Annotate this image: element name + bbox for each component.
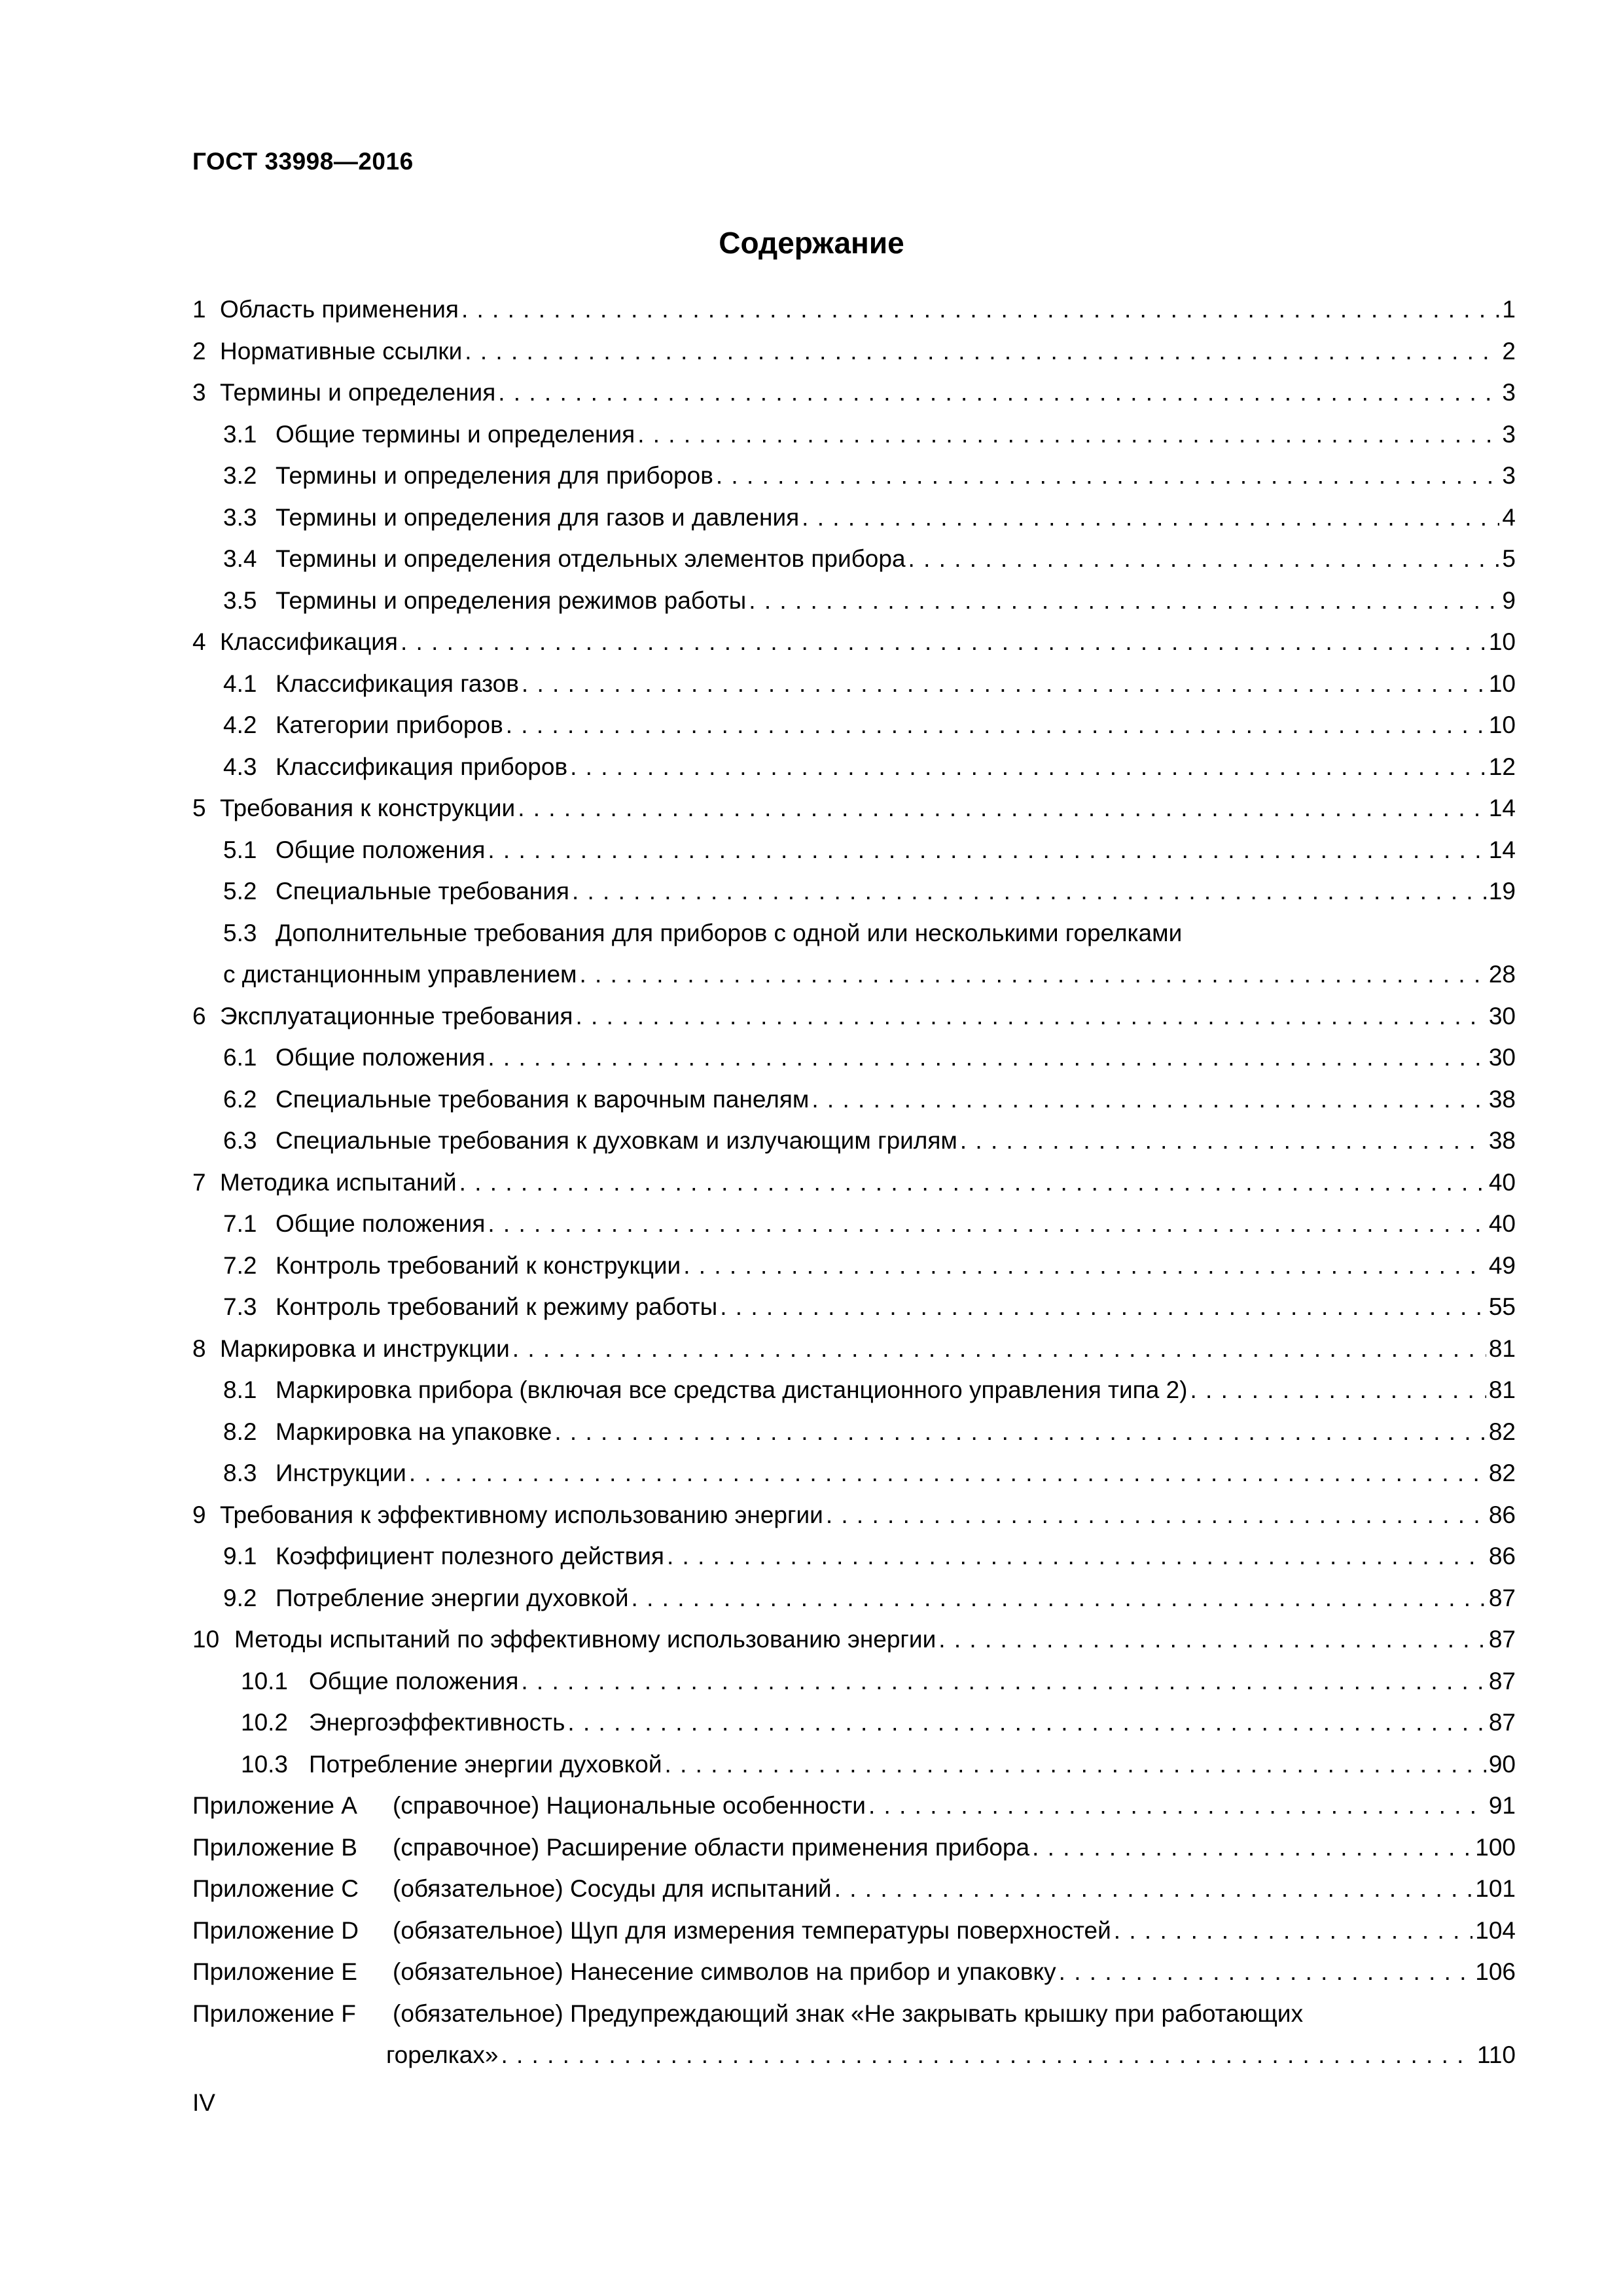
toc-entry-page: 3 (1502, 462, 1516, 489)
toc-entry-number: 6.3 (223, 1127, 257, 1154)
dot-leader (488, 829, 1486, 871)
toc-entry-page: 5 (1502, 545, 1516, 572)
dot-leader (554, 1411, 1486, 1453)
toc-entry[interactable] (192, 1494, 1516, 1536)
toc-entry-page: 100 (1475, 1833, 1516, 1861)
toc-entry-number: 8 (192, 1335, 206, 1362)
toc-entry-number: 5.3 (223, 919, 257, 946)
dot-leader (579, 954, 1486, 996)
toc-entry-label: (обязательное) Предупреждающий знак «Не закрывать крышку при работающих (393, 2000, 1304, 2027)
toc-entry-page: 40 (1488, 1168, 1516, 1196)
toc-entry-number: 9 (192, 1501, 206, 1528)
toc-entry-label-continued: горелках» (386, 2041, 499, 2068)
dot-leader (1059, 1951, 1473, 1993)
toc-entry-number: 3.4 (223, 545, 257, 572)
dot-leader (812, 1079, 1486, 1121)
toc-entry-number: 2 (192, 337, 206, 365)
toc-entry-page: 49 (1488, 1251, 1516, 1279)
toc-entry-number: 4.1 (223, 670, 257, 697)
toc-entry-page: 90 (1488, 1750, 1516, 1778)
toc-entry-page: 81 (1488, 1376, 1516, 1403)
toc-entry[interactable] (192, 1411, 1516, 1453)
toc-entry-label: (справочное) Расширение области применения прибора (393, 1833, 1030, 1861)
dot-leader (834, 1868, 1473, 1910)
dot-leader (665, 1744, 1486, 1785)
dot-leader (567, 1702, 1486, 1744)
toc-entry-page: 10 (1488, 628, 1516, 655)
toc-entry-label: (обязательное) Щуп для измерения температуры поверхностей (393, 1916, 1111, 1944)
toc-entry-number: 5.1 (223, 836, 257, 863)
toc-entry[interactable] (192, 1785, 1516, 1827)
toc-entry[interactable] (192, 912, 1516, 996)
dot-leader (960, 1120, 1486, 1162)
toc-entry-page: 86 (1488, 1543, 1516, 1570)
toc-entry-label: Инструкции (276, 1460, 406, 1486)
toc-entry-label: Энергоэффективность (309, 1709, 565, 1736)
toc-entry-label: Термины и определения отдельных элементов прибора (276, 545, 906, 572)
toc-entry-page: 30 (1488, 1002, 1516, 1030)
toc-entry-label: Категории приборов (276, 711, 503, 738)
toc-entry-page: 2 (1502, 337, 1516, 365)
toc-entry-page: 81 (1488, 1335, 1516, 1362)
toc-entry-number: 1 (192, 296, 206, 323)
toc-entry[interactable] (192, 621, 1516, 663)
dot-leader (465, 331, 1499, 372)
toc-entry[interactable] (192, 704, 1516, 746)
dot-leader (632, 1577, 1486, 1619)
toc-entry-number: Приложение D (192, 1916, 359, 1944)
toc-entry-label: (справочное) Национальные особенности (393, 1792, 866, 1819)
toc-entry[interactable] (192, 1951, 1516, 1993)
dot-leader (409, 1452, 1486, 1494)
toc-entry-number: Приложение А (192, 1792, 357, 1819)
toc-entry-number: 6 (192, 1002, 206, 1030)
toc-entry-number: 6.1 (223, 1044, 257, 1071)
toc-entry-number: 5.2 (223, 878, 257, 905)
toc-entry-page: 1 (1502, 296, 1516, 323)
dot-leader (501, 2034, 1474, 2076)
toc-entry[interactable] (192, 787, 1516, 829)
toc-entry-page: 28 (1488, 961, 1516, 988)
toc-entry-label: Требования к конструкции (220, 795, 516, 821)
toc-entry-page: 82 (1488, 1418, 1516, 1445)
toc-entry-page: 14 (1488, 836, 1516, 863)
document-code: ГОСТ 33998—2016 (192, 148, 414, 175)
toc-entry-label: Термины и определения для газов и давления (276, 503, 800, 531)
toc-entry[interactable] (192, 1827, 1516, 1869)
toc-entry-label: Общие положения (276, 1210, 486, 1237)
dot-leader (908, 538, 1500, 580)
dot-leader (667, 1535, 1486, 1577)
dot-leader (868, 1785, 1486, 1827)
toc-entry-number: 3.2 (223, 462, 257, 489)
toc-entry[interactable] (192, 1577, 1516, 1619)
toc-entry-label: (обязательное) Сосуды для испытаний (393, 1875, 832, 1902)
toc-entry[interactable] (192, 1744, 1516, 1785)
toc-entry[interactable] (192, 289, 1516, 331)
toc-entry-number: 5 (192, 795, 206, 821)
toc-entry-label: Методы испытаний по эффективному использованию энергии (234, 1626, 936, 1653)
toc-entry[interactable] (192, 1120, 1516, 1162)
toc-entry-number: 7.2 (223, 1251, 257, 1279)
toc-entry[interactable] (192, 1079, 1516, 1121)
dot-leader (1190, 1369, 1486, 1411)
toc-entry-label: Методика испытаний (220, 1168, 457, 1196)
toc-entry[interactable] (192, 996, 1516, 1037)
toc-entry[interactable] (192, 372, 1516, 414)
toc-entry-page: 87 (1488, 1584, 1516, 1611)
toc-entry-page: 3 (1502, 379, 1516, 406)
toc-entry[interactable] (192, 1868, 1516, 1910)
toc-entry-number: 10.3 (241, 1750, 289, 1778)
dot-leader (802, 497, 1499, 539)
dot-leader (683, 1245, 1486, 1287)
toc-entry-number: Приложение Е (192, 1958, 357, 1985)
toc-entry-page: 19 (1488, 878, 1516, 905)
toc-entry-label: Контроль требований к режиму работы (276, 1293, 718, 1320)
toc-entry[interactable] (192, 1660, 1516, 1702)
toc-entry-page: 12 (1488, 753, 1516, 780)
toc-entry-number: 8.2 (223, 1418, 257, 1445)
toc-entry-number: 8.3 (223, 1460, 257, 1486)
toc-entry-number: 6.2 (223, 1085, 257, 1113)
toc-entry-page: 82 (1488, 1460, 1516, 1486)
toc-entry-number: 7.1 (223, 1210, 257, 1237)
dot-leader (716, 455, 1500, 497)
toc-entry-label: (обязательное) Нанесение символов на прибор и упаковку (393, 1958, 1056, 1985)
toc-entry-number: 9.2 (223, 1584, 257, 1611)
toc-entry[interactable] (192, 331, 1516, 372)
toc-entry-page: 10 (1488, 711, 1516, 738)
dot-leader (512, 1328, 1486, 1370)
dot-leader (749, 580, 1499, 622)
dot-leader (637, 414, 1499, 456)
toc-entry-page: 55 (1488, 1293, 1516, 1320)
toc-entry[interactable] (192, 455, 1516, 497)
dot-leader (570, 746, 1486, 788)
dot-leader (575, 996, 1486, 1037)
toc-entry-page: 10 (1488, 670, 1516, 697)
toc-entry-number: 10.1 (241, 1667, 289, 1695)
toc-entry-number: Приложение В (192, 1833, 357, 1861)
toc-entry-label: Общие термины и определения (276, 420, 635, 448)
dot-leader (498, 372, 1499, 414)
page-number: IV (192, 2089, 215, 2116)
toc-entry-page: 9 (1502, 586, 1516, 614)
toc-entry[interactable] (192, 538, 1516, 580)
toc-entry-page: 87 (1488, 1709, 1516, 1736)
toc-entry-number: 3.1 (223, 420, 257, 448)
toc-entry-page: 110 (1477, 2041, 1516, 2068)
dot-leader (401, 621, 1486, 663)
toc-entry-page: 30 (1488, 1044, 1516, 1071)
dot-leader (506, 704, 1486, 746)
toc-entry-number: 9.1 (223, 1543, 257, 1570)
toc-entry-number: 7.3 (223, 1293, 257, 1320)
dot-leader (572, 870, 1486, 912)
toc-entry[interactable] (192, 580, 1516, 622)
toc-entry-label: Коэффициент полезного действия (276, 1543, 664, 1570)
toc-entry-label: Классификация (220, 628, 398, 655)
toc-entry-label: Потребление энергии духовкой (309, 1750, 662, 1778)
toc-entry[interactable] (192, 663, 1516, 705)
toc-entry[interactable] (192, 1286, 1516, 1328)
toc-entry-label: Маркировка на упаковке (276, 1418, 552, 1445)
toc-entry-page: 91 (1488, 1792, 1516, 1819)
toc-entry-number: 10 (192, 1626, 220, 1653)
toc-entry-label: Классификация приборов (276, 753, 568, 780)
toc-entry-number: 10.2 (241, 1709, 289, 1736)
toc-entry[interactable] (192, 1619, 1516, 1660)
toc-entry-label: Термины и определения (220, 379, 496, 406)
toc-entry-label: Дополнительные требования для приборов с одной или несколькими горелками (276, 919, 1183, 946)
table-of-contents (192, 289, 1516, 2076)
toc-entry[interactable] (192, 1910, 1516, 1952)
dot-leader (1114, 1910, 1472, 1952)
page-title: Содержание (719, 226, 904, 260)
toc-entry-page: 101 (1475, 1875, 1516, 1902)
toc-entry-number: Приложение С (192, 1875, 359, 1902)
toc-entry-number: Приложение F (192, 2000, 356, 2027)
toc-entry-label: Общие положения (309, 1667, 519, 1695)
toc-entry-label: Контроль требований к конструкции (276, 1251, 681, 1279)
toc-entry[interactable] (192, 1369, 1516, 1411)
toc-entry-page: 38 (1488, 1127, 1516, 1154)
toc-entry[interactable] (192, 1037, 1516, 1079)
dot-leader (521, 1660, 1486, 1702)
toc-entry[interactable] (192, 1702, 1516, 1744)
toc-entry-label: Термины и определения для приборов (276, 462, 713, 489)
toc-entry[interactable] (192, 1245, 1516, 1287)
toc-entry-label: Нормативные ссылки (220, 337, 463, 365)
dot-leader (461, 289, 1499, 331)
toc-entry-label: Специальные требования к духовкам и излучающим грилям (276, 1127, 957, 1154)
toc-entry-page: 86 (1488, 1501, 1516, 1528)
toc-entry-number: 4.3 (223, 753, 257, 780)
toc-entry-page: 3 (1502, 420, 1516, 448)
toc-entry-number: 7 (192, 1168, 206, 1196)
toc-entry-label: Маркировка прибора (включая все средства дистанционного управления типа 2) (276, 1376, 1188, 1403)
toc-entry[interactable] (192, 1535, 1516, 1577)
toc-entry-page: 104 (1475, 1916, 1516, 1944)
toc-entry-page: 87 (1488, 1667, 1516, 1695)
toc-entry[interactable] (192, 414, 1516, 456)
dot-leader (518, 787, 1486, 829)
toc-entry-label: Требования к эффективному использованию энергии (220, 1501, 823, 1528)
toc-entry-label: Эксплуатационные требования (220, 1002, 573, 1030)
toc-entry-label: Классификация газов (276, 670, 519, 697)
dot-leader (938, 1619, 1486, 1660)
toc-entry[interactable] (192, 870, 1516, 912)
toc-entry-label: Общие положения (276, 1044, 486, 1071)
toc-entry[interactable] (192, 746, 1516, 788)
toc-entry[interactable] (192, 1203, 1516, 1245)
toc-entry[interactable] (192, 1993, 1516, 2076)
toc-entry-number: 3 (192, 379, 206, 406)
toc-entry-number: 8.1 (223, 1376, 257, 1403)
toc-entry[interactable] (192, 829, 1516, 871)
toc-entry-label: Маркировка и инструкции (220, 1335, 510, 1362)
dot-leader (488, 1203, 1486, 1245)
dot-leader (522, 663, 1486, 705)
toc-entry-label-continued: с дистанционным управлением (223, 961, 577, 988)
toc-entry-label: Общие положения (276, 836, 486, 863)
dot-leader (1032, 1827, 1472, 1869)
dot-leader (459, 1162, 1486, 1204)
toc-entry[interactable] (192, 1328, 1516, 1370)
toc-entry-label: Специальные требования (276, 878, 569, 905)
toc-entry[interactable] (192, 1452, 1516, 1494)
toc-entry-page: 4 (1502, 503, 1516, 531)
toc-entry-number: 3.5 (223, 586, 257, 614)
dot-leader (826, 1494, 1486, 1536)
toc-entry-page: 106 (1475, 1958, 1516, 1985)
dot-leader (488, 1037, 1486, 1079)
toc-entry-label: Специальные требования к варочным панелям (276, 1085, 810, 1113)
toc-entry-page: 14 (1488, 795, 1516, 821)
toc-entry-page: 40 (1488, 1210, 1516, 1237)
toc-entry[interactable] (192, 1162, 1516, 1204)
toc-entry-number: 3.3 (223, 503, 257, 531)
toc-entry-page: 38 (1488, 1085, 1516, 1113)
toc-entry-label: Термины и определения режимов работы (276, 586, 747, 614)
dot-leader (720, 1286, 1486, 1328)
toc-entry-number: 4 (192, 628, 206, 655)
toc-entry[interactable] (192, 497, 1516, 539)
toc-entry-label: Область применения (220, 296, 459, 323)
toc-entry-label: Потребление энергии духовкой (276, 1584, 629, 1611)
toc-entry-number: 4.2 (223, 711, 257, 738)
toc-entry-page: 87 (1488, 1626, 1516, 1653)
